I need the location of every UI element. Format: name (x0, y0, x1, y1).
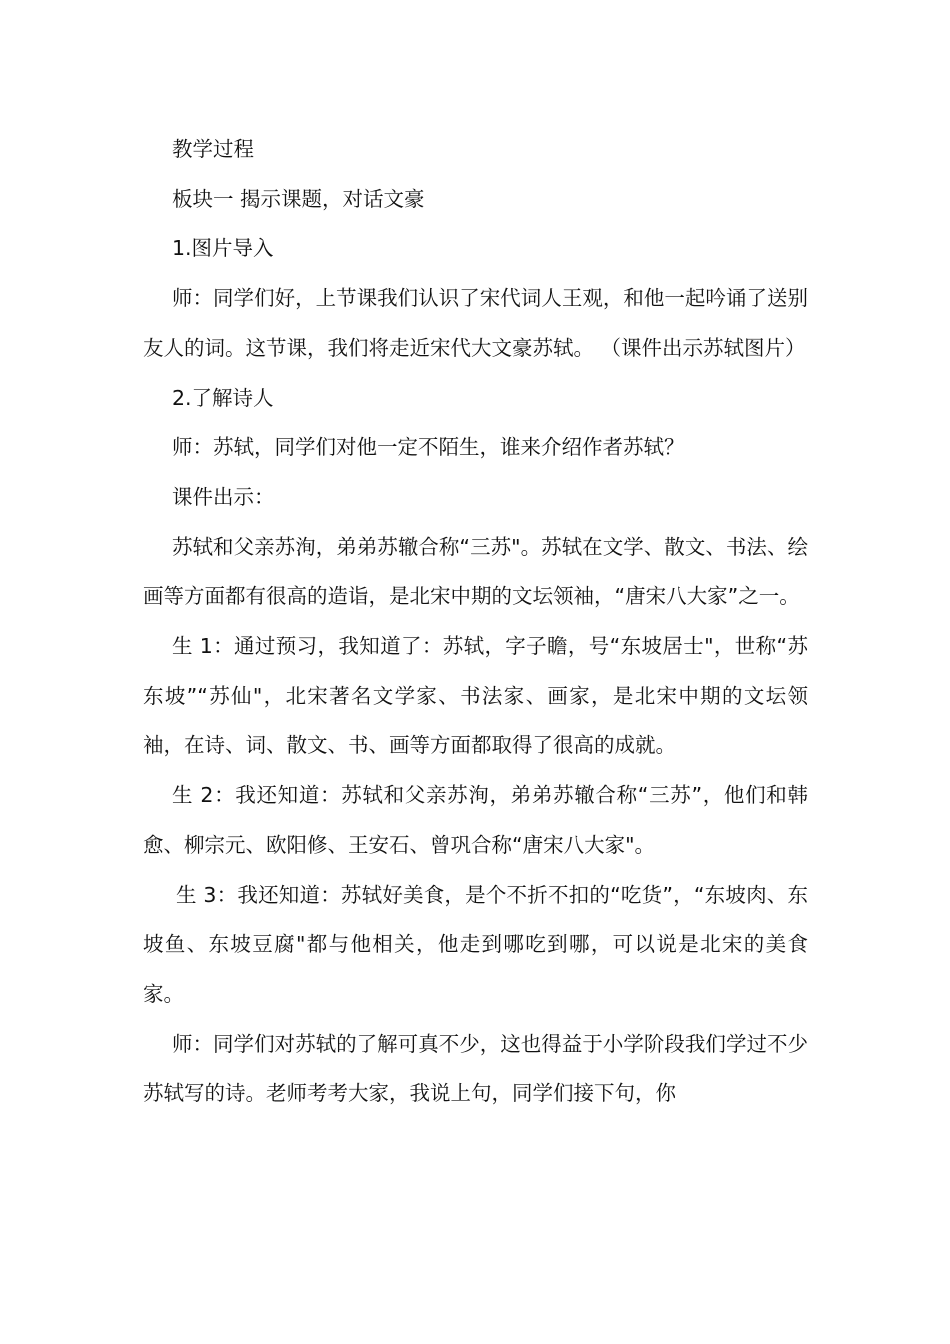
subheading-know-poet: 2.了解诗人 (172, 385, 274, 410)
paragraph-teacher-question: 师：苏轼，同学们对他一定不陌生，谁来介绍作者苏轼？ (172, 435, 685, 460)
paragraph-courseware-show: 课件出示： (172, 484, 275, 509)
paragraph-student-3: 生 3：我还知道：苏轼好美食，是个不折不扣的“吃货”，“东坡肉、东坡鱼、东坡豆腐"都与他相关，他走到哪吃到哪，可以说是北宋的美食家。 (143, 882, 808, 1006)
section-heading-block-one: 板块一 揭示课题，对话文豪 (172, 186, 425, 211)
paragraph-courseware-content: 苏轼和父亲苏洵，弟弟苏辙合称“三苏"。苏轼在文学、散文、书法、绘画等方面都有很高的造诣，是北宋中期的文坛领袖，“唐宋八大家”之一。 (143, 534, 808, 609)
subheading-picture-intro: 1.图片导入 (172, 236, 274, 261)
paragraph-student-1: 生 1：通过预习，我知道了：苏轼，字子瞻，号“东坡居士"，世称“苏东坡”“苏仙"，北宋著名文学家、书法家、画家，是北宋中期的文坛领袖，在诗、词、散文、书、画等方面都取得了很高的成就。 (143, 634, 808, 758)
paragraph-teacher-summary: 师：同学们对苏轼的了解可真不少，这也得益于小学阶段我们学过不少苏轼写的诗。老师考考大家，我说上句，同学们接下句，你 (143, 1031, 808, 1106)
document-body (143, 125, 808, 1119)
paragraph-teacher-intro: 师：同学们好，上节课我们认识了宋代词人王观，和他一起吟诵了送别友人的词。这节课，我们将走近宋代大文豪苏轼。 （课件出示苏轼图片） (143, 286, 808, 360)
paragraph-student-2: 生 2：我还知道：苏轼和父亲苏洵，弟弟苏辙合称“三苏”，他们和韩愈、柳宗元、欧阳修、王安石、曾巩合称“唐宋八大家"。 (143, 783, 808, 857)
section-heading-teaching-process: 教学过程 (172, 137, 254, 161)
